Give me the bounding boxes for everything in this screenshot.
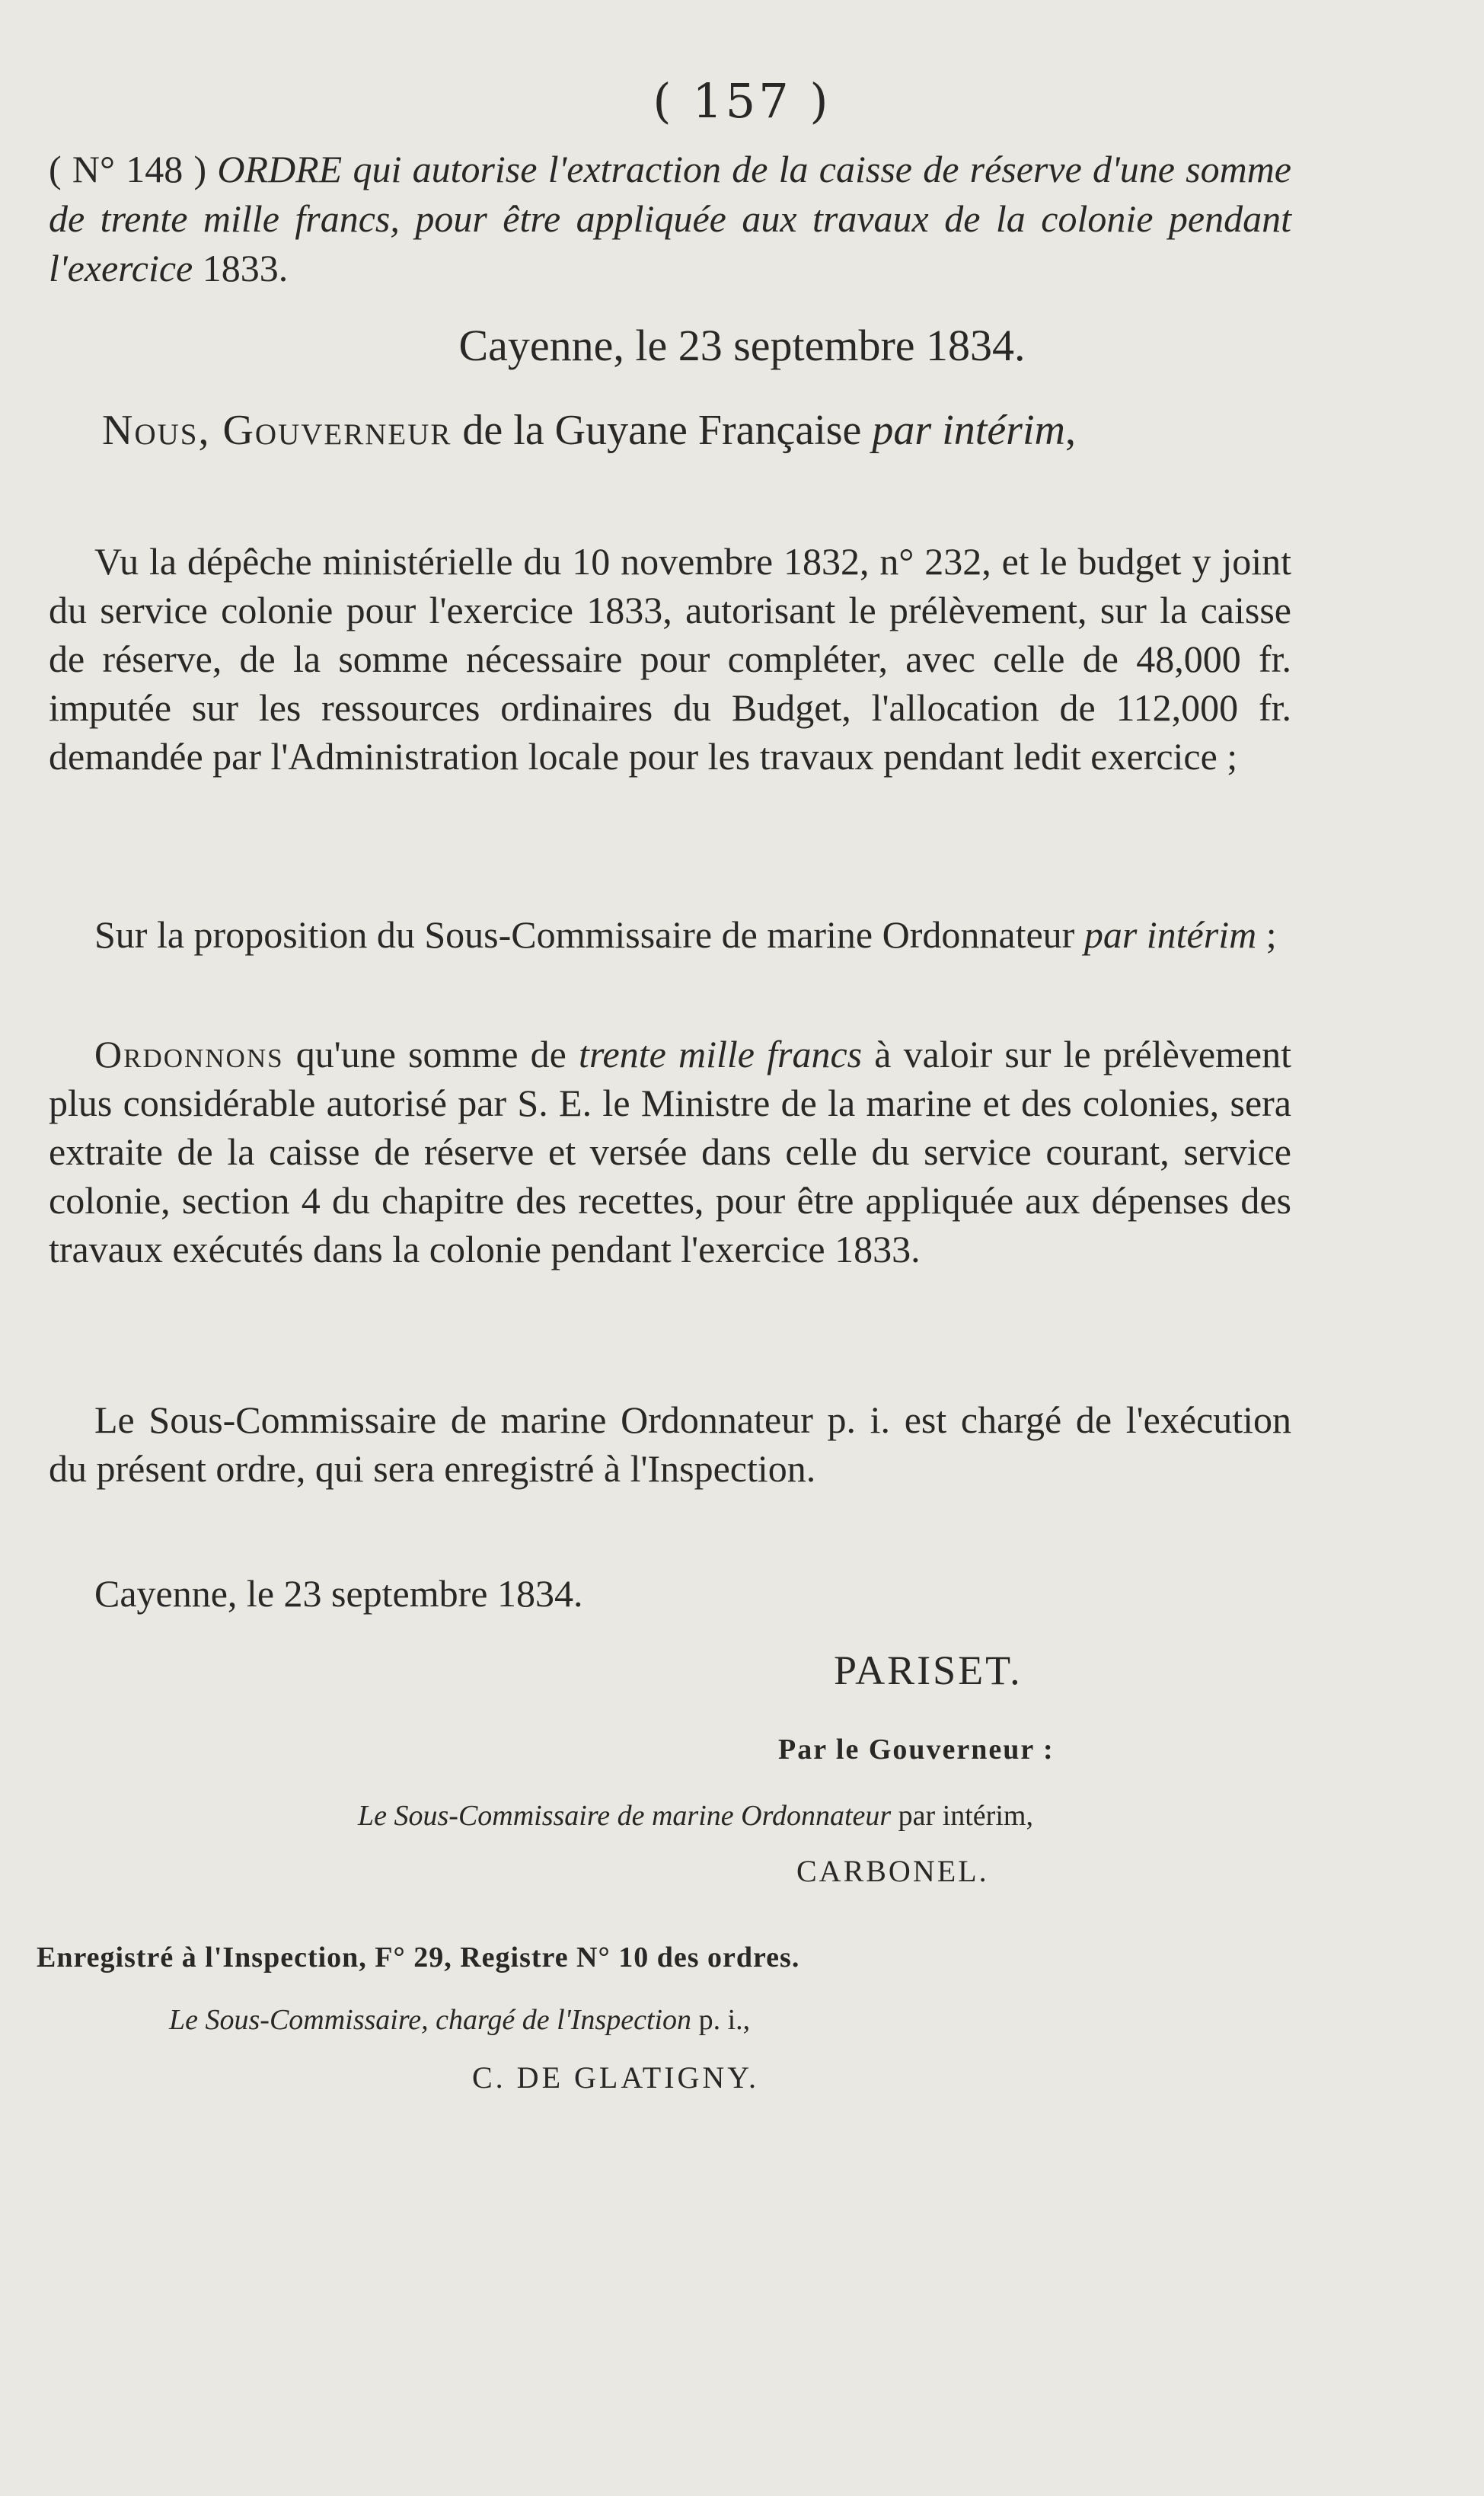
nous-end: , — [1064, 407, 1076, 454]
order-number: ( N° 148 ) — [49, 148, 218, 190]
page-number: ( 157 ) — [653, 73, 831, 129]
ordonnons-text1: qu'une somme de — [283, 1033, 579, 1075]
nous-italic: par intérim — [872, 407, 1065, 454]
signature-governor: PARISET. — [834, 1647, 1023, 1693]
nous-lead: Nous, Gouverneur — [102, 407, 452, 454]
order-heading — [49, 145, 1291, 293]
inspector-role-italic: Le Sous-Commissaire, chargé de l'Inspection — [169, 2004, 692, 2036]
ordonnateur-role-italic: Le Sous-Commissaire de marine Ordonnateur — [358, 1800, 892, 1832]
paragraph-sur — [49, 910, 1291, 959]
sur-end: ; — [1256, 913, 1277, 956]
inspector-role — [169, 2003, 750, 2037]
paragraph-charge: Le Sous-Commissaire de marine Ordonnateur p. i. est chargé de l'exécution du présent ordre, qui sera enregistré à l'Inspection. — [49, 1398, 1291, 1490]
inspector-role-rest: p. i., — [691, 2004, 751, 2036]
ordonnateur-role-rest: par intérim, — [891, 1800, 1033, 1832]
signature-inspector: C. DE GLATIGNY. — [472, 2060, 760, 2095]
signature-ordonnateur: CARBONEL. — [796, 1854, 989, 1888]
sur-italic: par intérim — [1083, 913, 1257, 956]
ordonnons-italic: trente mille francs — [579, 1033, 863, 1075]
par-le-gouverneur: Par le Gouverneur : — [778, 1734, 1055, 1766]
nous-rest: de la Guyane Française — [452, 407, 873, 454]
paragraph-vu: Vu la dépêche ministérielle du 10 novembre 1832, n° 232, et le budget y joint du service colonie pour l'exercice 1833, autorisant le prélèvement, sur la caisse de réserve, de la somme nécessaire pour compléter, avec celle de 48,000 fr. imputée sur les ressources ordinaires du Budget, l'allocation de 112,000 fr. demandée par l'Administration locale pour les travaux pendant ledit exercice ; — [49, 540, 1291, 778]
ordonnons-text2: à valoir sur le prélèvement plus considérable autorisé par S. E. le Ministre de la marine et des colonies, sera extraite de la caisse de réserve et versée dans celle du service courant, service colonie, section 4 du chapitre des recettes, pour être appliquée aux dépenses des travaux exécutés dans la colonie pendant l'exercice 1833. — [49, 1033, 1292, 1270]
sur-text: Sur la proposition du Sous-Commissaire de marine Ordonnateur — [94, 913, 1084, 956]
preamble-nous — [49, 404, 1291, 457]
dateline: Cayenne, le 23 septembre 1834. — [458, 321, 1026, 370]
ordonnons-lead: Ordonnons — [94, 1033, 284, 1075]
registration-note: Enregistré à l'Inspection, F° 29, Registre N° 10 des ordres. — [37, 1942, 800, 1973]
ordonnateur-role — [358, 1799, 1033, 1833]
order-title: ORDRE qui autorise l'extraction de la caisse de réserve d'une somme de trente mille francs, pour être appliquée aux travaux de la colonie pendant l'exercice — [49, 148, 1292, 289]
closing-date: Cayenne, le 23 septembre 1834. — [94, 1572, 583, 1615]
paragraph-ordonnons — [49, 1030, 1291, 1274]
order-year: 1833. — [202, 247, 289, 289]
